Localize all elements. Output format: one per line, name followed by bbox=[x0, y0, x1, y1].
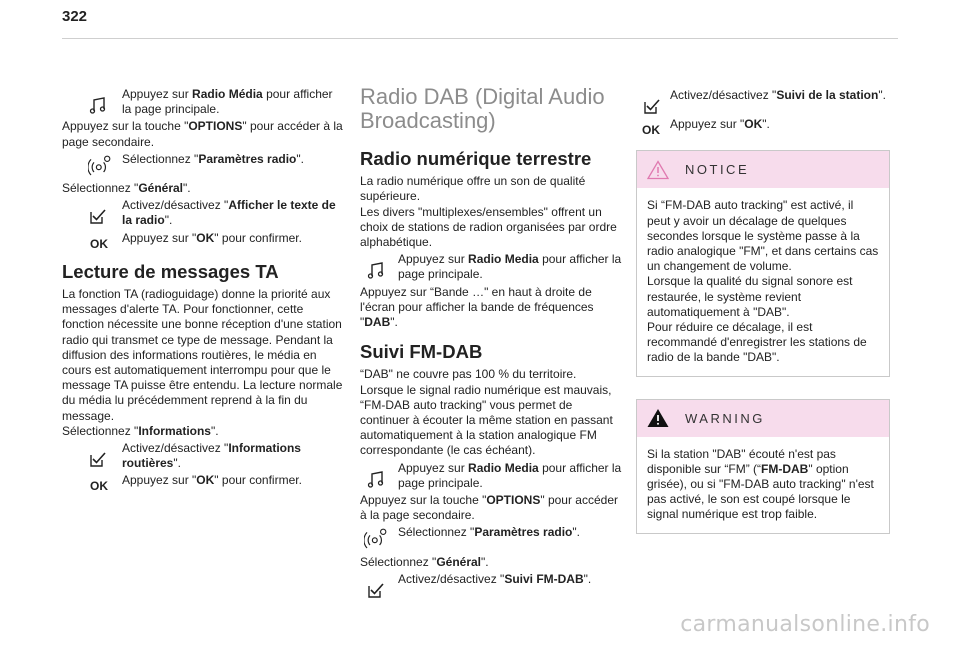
section-heading-fm-dab: Suivi FM-DAB bbox=[360, 341, 483, 363]
step-radio-media bbox=[62, 87, 344, 117]
checkbox-icon bbox=[642, 96, 662, 116]
radio-settings-icon bbox=[364, 527, 388, 551]
dtr-paragraph-1: La radio numérique offre un son de qualité supérieure. bbox=[360, 174, 586, 204]
notice-text-2: Lorsque la qualité du signal sonore est restaurée, le système revient automatiquement à "DAB". bbox=[647, 274, 853, 319]
fm-dab-paragraph-1: “DAB" ne couvre pas 100 % du territoire. bbox=[360, 367, 577, 382]
step-text: Appuyez sur Radio Media pour afficher la page principale. bbox=[398, 252, 622, 282]
column-2 bbox=[360, 85, 622, 589]
step-radio-settings bbox=[62, 152, 344, 167]
options-line: Appuyez sur la touche "OPTIONS" pour accéder à la page secondaire. bbox=[62, 119, 343, 149]
warning-triangle-icon bbox=[647, 408, 669, 428]
step-ok bbox=[636, 117, 890, 138]
information-line: Sélectionnez "Informations". bbox=[62, 423, 219, 438]
step-text: Activez/désactivez "Suivi FM-DAB". bbox=[398, 571, 592, 586]
step-radio-settings bbox=[360, 525, 622, 540]
warning-title: WARNING bbox=[685, 410, 765, 426]
options-line: Appuyez sur la touche "OPTIONS" pour accéder à la page secondaire. bbox=[360, 493, 618, 523]
warning-body bbox=[637, 437, 889, 533]
dtr-paragraph-2: Les divers "multiplexes/ensembles" offrent un choix de stations de radion organisées par ordre alphabétique. bbox=[360, 204, 617, 250]
step-text: Activez/désactivez "Informations routières". bbox=[122, 441, 301, 471]
page-title: Radio DAB (Digital Audio Broadcasting) bbox=[360, 84, 605, 133]
column-1 bbox=[62, 85, 344, 494]
notice-box bbox=[636, 150, 890, 376]
notice-text-1: Si “FM-DAB auto tracking" est activé, il peut y avoir un décalage de quelques secondes lorsque le système passe à la radio analogique "FM", et dans certains cas un changement de volume. bbox=[647, 198, 879, 274]
column-3 bbox=[636, 86, 890, 534]
step-text: Appuyez sur "OK" pour confirmer. bbox=[122, 473, 302, 488]
ta-paragraph: La fonction TA (radioguidage) donne la priorité aux messages d'alerte TA. Pour fonctionner, cette fonction nécessite une bonne réception d'une station radio qui transmet ce type de message. Pendant la diffusion des informations routières, le média en cours est automatiquement interrompu pour que le message TA puisse être entendu. La lecture normale du média lu précédemment reprend à la fin du message. bbox=[62, 287, 343, 423]
step-text: Appuyez sur Radio Media pour afficher la page principale. bbox=[398, 460, 622, 490]
checkbox-icon bbox=[88, 449, 108, 469]
notice-header bbox=[637, 151, 889, 188]
step-text: Sélectionnez "Paramètres radio". bbox=[398, 525, 580, 540]
step-text: Activez/désactivez "Suivi de la station". bbox=[670, 88, 886, 102]
section-heading-ta: Lecture de messages TA bbox=[62, 260, 279, 282]
warning-box bbox=[636, 399, 890, 534]
music-note-icon bbox=[366, 469, 386, 489]
header-divider bbox=[62, 38, 898, 39]
watermark: carmanualsonline.info bbox=[680, 612, 930, 637]
section-heading-dtr: Radio numérique terrestre bbox=[360, 148, 592, 169]
step-text: Appuyez sur "OK" pour confirmer. bbox=[122, 230, 302, 245]
step-text: Appuyez sur Radio Média pour afficher la page principale. bbox=[122, 87, 333, 117]
music-note-icon bbox=[366, 260, 386, 280]
notice-text-3: Pour réduire ce décalage, il est recommandé d'enregistrer les stations de radio de la bande "DAB". bbox=[647, 320, 867, 365]
ok-icon: OK bbox=[642, 123, 660, 138]
step-radio-media-2 bbox=[360, 461, 622, 491]
checkbox-icon bbox=[88, 206, 108, 226]
step-ok-confirm bbox=[62, 230, 344, 251]
general-line: Sélectionnez "Général". bbox=[62, 181, 191, 196]
page-number: 322 bbox=[62, 8, 88, 25]
warning-header bbox=[637, 400, 889, 437]
fm-dab-paragraph-2: Lorsque le signal radio numérique est mauvais, “FM-DAB auto tracking" vous permet de continuer à écouter la même station en passant automatiquement à la station analogique FM correspondante (le cas échéant). bbox=[360, 382, 613, 458]
music-note-icon bbox=[88, 95, 108, 115]
step-text: Activez/désactivez "Afficher le texte de la radio". bbox=[122, 198, 336, 228]
checkbox-icon bbox=[366, 580, 386, 600]
notice-body bbox=[637, 188, 889, 375]
step-text: Sélectionnez "Paramètres radio". bbox=[122, 151, 304, 166]
band-line: Appuyez sur “Bande …" en haut à droite de l'écran pour afficher la bande de fréquences "DAB". bbox=[360, 284, 594, 330]
step-ok-confirm-2 bbox=[62, 473, 344, 494]
radio-settings-icon bbox=[88, 154, 112, 178]
notice-title: NOTICE bbox=[685, 162, 750, 178]
ok-icon: OK bbox=[90, 479, 108, 494]
step-text: Appuyez sur "OK". bbox=[670, 117, 770, 132]
general-line: Sélectionnez "Général". bbox=[360, 554, 489, 569]
step-toggle-station-tracking bbox=[636, 88, 890, 103]
warning-text: Si la station "DAB" écouté n'est pas disponible sur “FM” (“FM-DAB" option grisée), ou si "FM-DAB auto tracking" n'est pas activé, le son est coupé lorsque le signal numérique est trop faible. bbox=[647, 446, 874, 522]
step-toggle-fm-dab bbox=[360, 572, 622, 587]
step-toggle-traffic-info bbox=[62, 441, 344, 471]
step-radio-media bbox=[360, 252, 622, 282]
ok-icon: OK bbox=[90, 236, 108, 251]
step-toggle-radio-text bbox=[62, 198, 344, 228]
notice-warning-triangle-icon bbox=[647, 160, 669, 180]
